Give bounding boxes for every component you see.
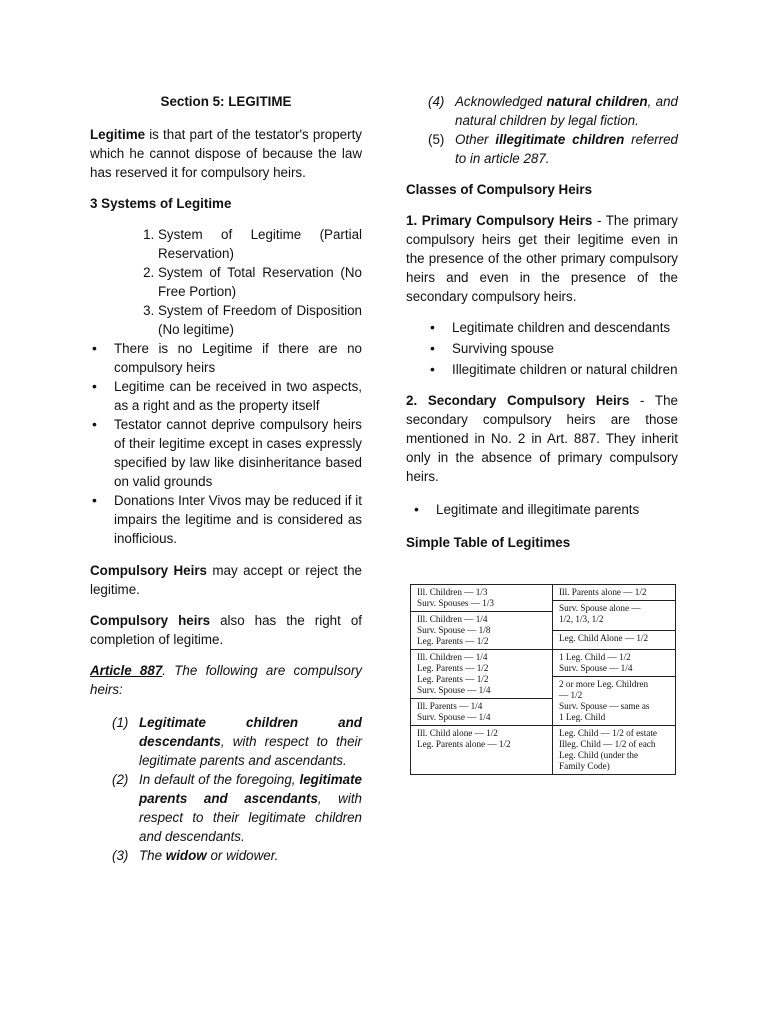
item-text: , and natural children by legal fiction. [455, 94, 678, 128]
item-bold-text: Legitimate children and descendants [139, 715, 362, 749]
completion-paragraph [90, 611, 362, 649]
list-item: • There is no Legitime if there are no compulsory heirs [114, 339, 362, 377]
list-item: • Illegitimate children or natural children [452, 360, 678, 379]
item-bold-text: widow [165, 848, 207, 863]
item-text: The [139, 848, 166, 863]
list-item: 3. System of Freedom of Disposition (No legitime) [158, 301, 362, 339]
item-marker: (4) [428, 94, 445, 109]
paragraph-text: also has the right of completion of legitime. [90, 613, 362, 647]
article-items-continued [406, 92, 678, 168]
secondary-term: 2. Secondary Compulsory Heirs [406, 393, 630, 408]
item-text: referred to in article 287. [455, 132, 678, 166]
table-row [411, 585, 676, 601]
item-text: Acknowledged [455, 94, 547, 109]
item-text: or widower. [206, 848, 279, 863]
table-cell: Ill. Child alone — 1/2 Leg. Parents alone — 1/2 [411, 726, 553, 775]
list-item [406, 130, 678, 168]
notes-list [90, 339, 362, 548]
article-887-intro [90, 661, 362, 699]
article-label: Article 887 [90, 663, 163, 678]
list-item [90, 770, 362, 846]
table-cell: Ill. Children — 1/3 Surv. Spouses — 1/3 [411, 585, 553, 612]
primary-term: 1. Primary Compulsory Heirs [406, 213, 593, 228]
table-cell: 2 or more Leg. Children — 1/2 Surv. Spouse — same as 1 Leg. Child [553, 677, 676, 726]
item-marker: (5) [428, 132, 445, 147]
list-item: • Legitime can be received in two aspects, as a right and as the property itself [114, 377, 362, 415]
article-text: . The following are compulsory heirs: [90, 663, 362, 697]
right-column [406, 92, 678, 564]
paragraph-text: may accept or reject the legitime. [90, 563, 362, 597]
table-cell: Surv. Spouse alone — 1/2, 1/3, 1/2 [553, 601, 676, 631]
list-item: • Testator cannot deprive compulsory heirs of their legitime except in cases expressly specified by law like disinheritance based on valid grounds [114, 415, 362, 491]
systems-list [90, 225, 362, 339]
legitimes-table [410, 584, 676, 775]
list-item: • Donations Inter Vivos may be reduced if it impairs the legitime and is considered as inofficious. [114, 491, 362, 548]
list-item: 2. System of Total Reservation (No Free Portion) [158, 263, 362, 301]
paragraph-term: Compulsory heirs [90, 613, 211, 628]
compulsory-heirs-paragraph [90, 561, 362, 599]
list-item [90, 846, 362, 865]
left-column [90, 92, 362, 865]
list-item [90, 713, 362, 770]
item-bold-text: legitimate parents and ascendants [139, 772, 362, 806]
legitime-definition [90, 125, 362, 182]
list-item [406, 92, 678, 130]
list-item: • Surviving spouse [452, 339, 678, 358]
legitime-term: Legitime [90, 127, 146, 142]
table-cell: 1 Leg. Child — 1/2 Surv. Spouse — 1/4 [553, 650, 676, 677]
primary-list [406, 318, 678, 379]
item-bold-text: natural children [546, 94, 648, 109]
section-title: Section 5: LEGITIME [160, 94, 292, 109]
table-cell: Leg. Child Alone — 1/2 [553, 631, 676, 650]
item-bold-text: illegitimate children [495, 132, 625, 147]
table-heading: Simple Table of Legitimes [406, 535, 571, 550]
table-row [411, 650, 676, 677]
item-text: , with respect to their legitimate parents and ascendants. [139, 734, 362, 768]
item-marker: (3) [112, 848, 129, 863]
table-cell: Leg. Child — 1/2 of estate Illeg. Child — 1/2 of each Leg. Child (under the Family Code) [553, 726, 676, 775]
table-row [411, 726, 676, 775]
secondary-heirs-paragraph [406, 391, 678, 486]
table-cell: Ill. Children — 1/4 Leg. Parents — 1/2 Leg. Parents — 1/2 Surv. Spouse — 1/4 [411, 650, 553, 699]
secondary-text: - The secondary compulsory heirs are those mentioned in No. 2 in Art. 887. They inherit only in the absence of primary compulsory heirs. [406, 393, 678, 484]
legitime-text: is that part of the testator's property which he cannot dispose of because the law has reserved it for compulsory heirs. [90, 127, 362, 180]
primary-text: - The primary compulsory heirs get their legitime even in the presence of the other primary compulsory heirs and even in the presence of the secondary compulsory heirs. [406, 213, 679, 304]
table-cell: Ill. Parents alone — 1/2 [553, 585, 676, 601]
item-text: , with respect to their legitimate children and descendants. [139, 791, 362, 844]
item-marker: (1) [112, 715, 129, 730]
table-cell: Ill. Children — 1/4 Surv. Spouse — 1/8 Leg. Parents — 1/2 [411, 612, 553, 650]
list-item: • Legitimate children and descendants [452, 318, 678, 337]
article-items [90, 713, 362, 865]
systems-heading: 3 Systems of Legitime [90, 196, 232, 211]
item-text: Other [455, 132, 496, 147]
list-item: • Legitimate and illegitimate parents [436, 500, 678, 519]
list-item: 1. System of Legitime (Partial Reservation) [158, 225, 362, 263]
item-text: In default of the foregoing, [139, 772, 300, 787]
item-marker: (2) [112, 772, 129, 787]
primary-heirs-paragraph [406, 211, 678, 306]
secondary-list [406, 500, 678, 519]
table-cell: Ill. Parents — 1/4 Surv. Spouse — 1/4 [411, 699, 553, 726]
paragraph-term: Compulsory Heirs [90, 563, 208, 578]
classes-heading: Classes of Compulsory Heirs [406, 182, 593, 197]
